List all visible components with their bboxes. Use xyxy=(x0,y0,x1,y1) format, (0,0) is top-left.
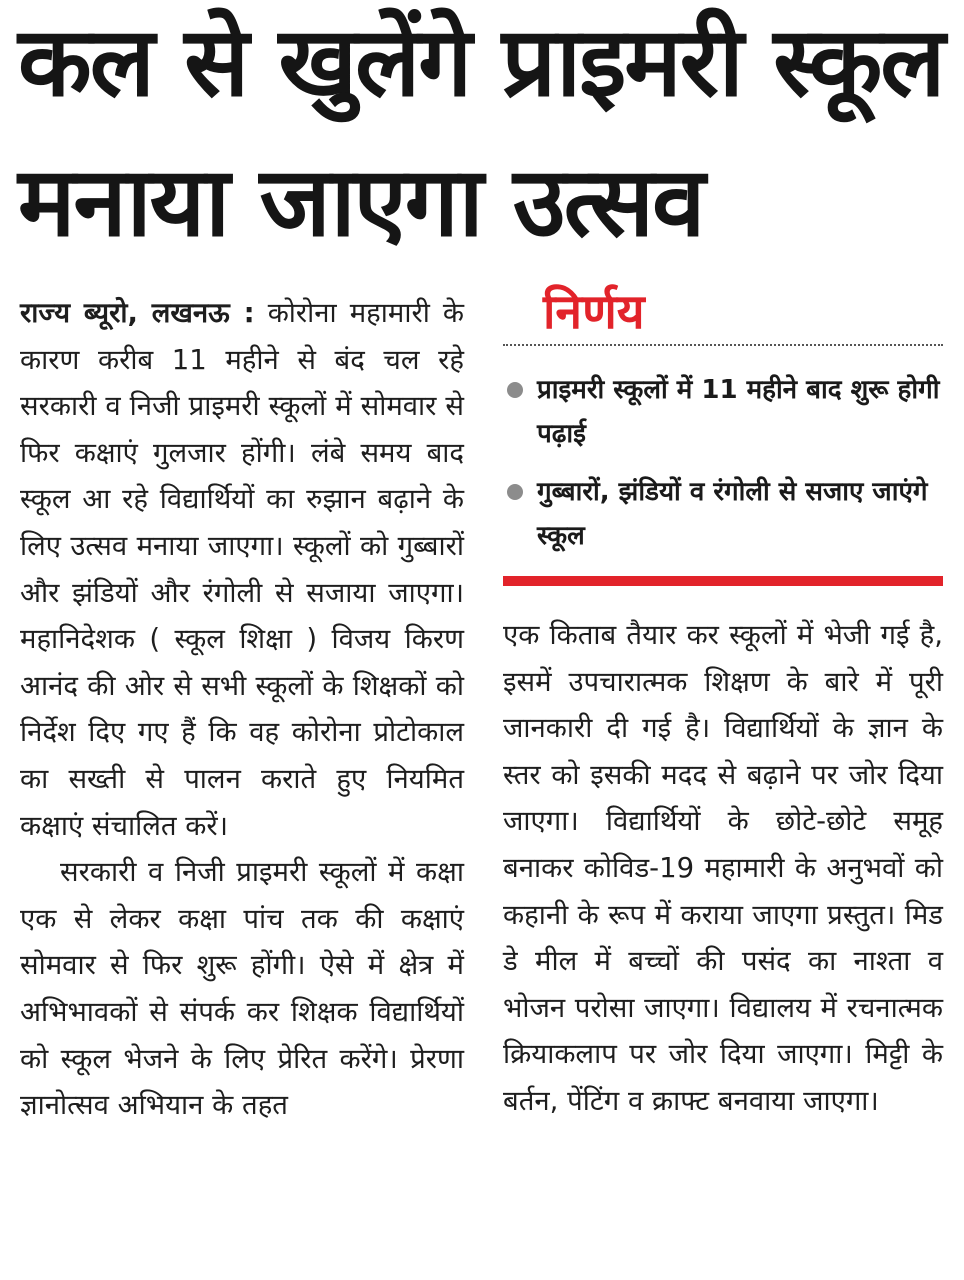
article-paragraph-3: एक किताब तैयार कर स्कूलों में भेजी गई है, इसमें उपचारात्मक शिक्षण के बारे में पूरी जानकारी दी गई है। विद्यार्थियों के ज्ञान के स्तर को इसकी मदद से बढ़ाने पर जोर दिया जाएगा। विद्यार्थियों के छोटे-छोटे समूह बनाकर कोविड-19 महामारी के अनुभवों को कहानी के रूप में कराया जाएगा प्रस्तुत। मिड डे मील में बच्चों की पसंद का नाश्ता व भोजन परोसा जाएगा। विद्यालय में रचनात्मक क्रियाकलाप पर जोर दिया जाएगा। मिट्टी के बर्तन, पेंटिंग व क्राफ्ट बनवाया जाएगा। xyxy=(503,619,943,1117)
decision-bullet-text: प्राइमरी स्कूलों में 11 महीने बाद शुरू होगी पढ़ाई xyxy=(537,375,940,449)
decision-bullet-item xyxy=(503,470,943,558)
article-paragraph-2: सरकारी व निजी प्राइमरी स्कूलों में कक्षा एक से लेकर कक्षा पांच तक की कक्षाएं सोमवार से फिर शुरू होंगी। ऐसे में क्षेत्र में अभिभावकों से संपर्क कर शिक्षक विद्यार्थियों को स्कूल भेजने के लिए प्रेरित करेंगे। प्रेरणा ज्ञानोत्सव अभियान के तहत xyxy=(20,856,464,1122)
decision-sidebar xyxy=(503,280,943,590)
article-column-left xyxy=(20,290,464,1129)
bullet-dot-icon xyxy=(507,484,523,500)
decision-bullet-list xyxy=(503,368,943,572)
byline: राज्य ब्यूरो, लखनऊ : xyxy=(20,297,255,329)
red-divider xyxy=(503,576,943,586)
decision-bullet-text: गुब्बारों, झंडियों व रंगोली से सजाए जाएंगे स्कूल xyxy=(537,477,928,551)
article-paragraph-1 xyxy=(20,290,464,849)
article-column-right xyxy=(503,612,943,1125)
decision-title: निर्णय xyxy=(543,284,645,340)
headline-line-1: कल से खुलेंगे प्राइमरी स्कूल xyxy=(18,6,944,118)
headline-line-2: मनाया जाएगा उत्सव xyxy=(18,146,704,258)
dotted-divider xyxy=(503,344,943,346)
bullet-dot-icon xyxy=(507,382,523,398)
decision-bullet-item xyxy=(503,368,943,456)
article-paragraph-1-text: कोरोना महामारी के कारण करीब 11 महीने से बंद चल रहे सरकारी व निजी प्राइमरी स्कूलों में सोमवार से फिर कक्षाएं गुलजार होंगी। लंबे समय बाद स्कूल आ रहे विद्यार्थियों का रुझान बढ़ाने के लिए उत्सव मनाया जाएगा। स्कूलों को गुब्बारों और झंडियों और रंगोली से सजाया जाएगा। महानिदेशक ( स्कूल शिक्षा ) विजय किरण आनंद की ओर से सभी स्कूलों के शिक्षकों को निर्देश दिए गए हैं कि वह कोरोना प्रोटोकाल का सख्ती से पालन कराते हुए नियमित कक्षाएं संचालित करें। xyxy=(20,297,464,842)
